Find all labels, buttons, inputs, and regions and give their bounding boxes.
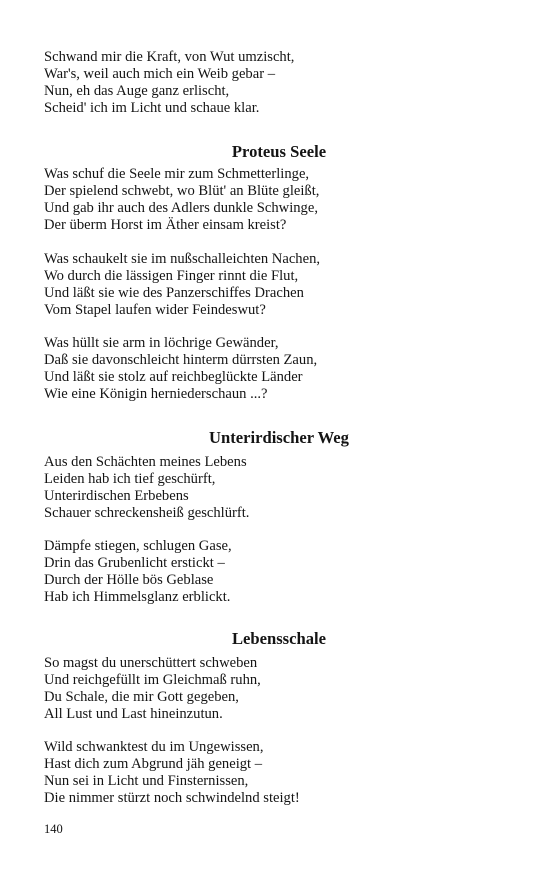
verse-line: Die nimmer stürzt noch schwindelnd steigt! xyxy=(44,789,300,806)
verse-line: Nun sei in Licht und Finsternissen, xyxy=(44,772,249,789)
verse-line: All Lust und Last hineinzutun. xyxy=(44,705,223,722)
verse-line: Scheid' ich im Licht und schaue klar. xyxy=(44,99,260,116)
opening-stanza xyxy=(44,49,514,117)
page-number: 140 xyxy=(44,822,63,836)
verse-line: Leiden hab ich tief geschürft, xyxy=(44,470,216,487)
verse-line: Und reichgefüllt im Gleichmaß ruhn, xyxy=(44,671,261,688)
verse-line: Was schaukelt sie im nußschalleichten Nachen, xyxy=(44,251,321,267)
poem-title: Proteus Seele xyxy=(231,142,327,161)
verse-line: Dämpfe stiegen, schlugen Gase, xyxy=(44,538,232,554)
verse-line: Und läßt sie wie des Panzerschiffes Drachen xyxy=(44,284,304,301)
poem-stanza xyxy=(44,251,514,319)
verse-line: Durch der Hölle bös Geblase xyxy=(44,571,214,588)
poem-stanza xyxy=(44,335,514,403)
poem-stanza xyxy=(44,166,514,234)
verse-line: Unterirdischen Erbebens xyxy=(44,487,189,504)
verse-line: War's, weil auch mich ein Weib gebar – xyxy=(44,65,275,82)
verse-line: Hab ich Himmelsglanz erblickt. xyxy=(44,588,231,605)
verse-line: So magst du unerschüttert schweben xyxy=(44,655,258,671)
verse-line: Drin das Grubenlicht erstickt – xyxy=(44,554,225,571)
verse-line: Schauer schreckensheiß geschlürft. xyxy=(44,504,250,521)
verse-line: Du Schale, die mir Gott gegeben, xyxy=(44,688,239,705)
verse-line: Hast dich zum Abgrund jäh geneigt – xyxy=(44,755,263,772)
verse-line: Der überm Horst im Äther einsam kreist? xyxy=(44,216,287,233)
verse-line: Und läßt sie stolz auf reichbeglückte Länder xyxy=(44,368,303,385)
verse-line: Daß sie davonschleicht hinterm dürrsten Zaun, xyxy=(44,351,318,368)
verse-line: Was hüllt sie arm in löchrige Gewänder, xyxy=(44,335,279,351)
verse-line: Der spielend schwebt, wo Blüt' an Blüte gleißt, xyxy=(44,182,320,199)
poem-stanza xyxy=(44,739,514,807)
verse-line: Und gab ihr auch des Adlers dunkle Schwinge, xyxy=(44,199,318,216)
verse-line: Aus den Schächten meines Lebens xyxy=(44,454,247,470)
poem-stanza xyxy=(44,538,514,606)
verse-line: Schwand mir die Kraft, von Wut umzischt, xyxy=(44,49,295,65)
verse-line: Wo durch die lässigen Finger rinnt die Flut, xyxy=(44,267,299,284)
verse-line: Wild schwanktest du im Ungewissen, xyxy=(44,739,264,755)
poem-title: Unterirdischer Weg xyxy=(209,428,349,447)
poem-title: Lebensschale xyxy=(231,629,327,648)
verse-line: Wie eine Königin herniederschaun ...? xyxy=(44,385,268,402)
poem-stanza xyxy=(44,655,514,723)
verse-line: Nun, eh das Auge ganz erlischt, xyxy=(44,82,230,99)
poem-stanza xyxy=(44,454,514,522)
verse-line: Vom Stapel laufen wider Feindeswut? xyxy=(44,301,266,318)
verse-line: Was schuf die Seele mir zum Schmetterlinge, xyxy=(44,166,310,182)
